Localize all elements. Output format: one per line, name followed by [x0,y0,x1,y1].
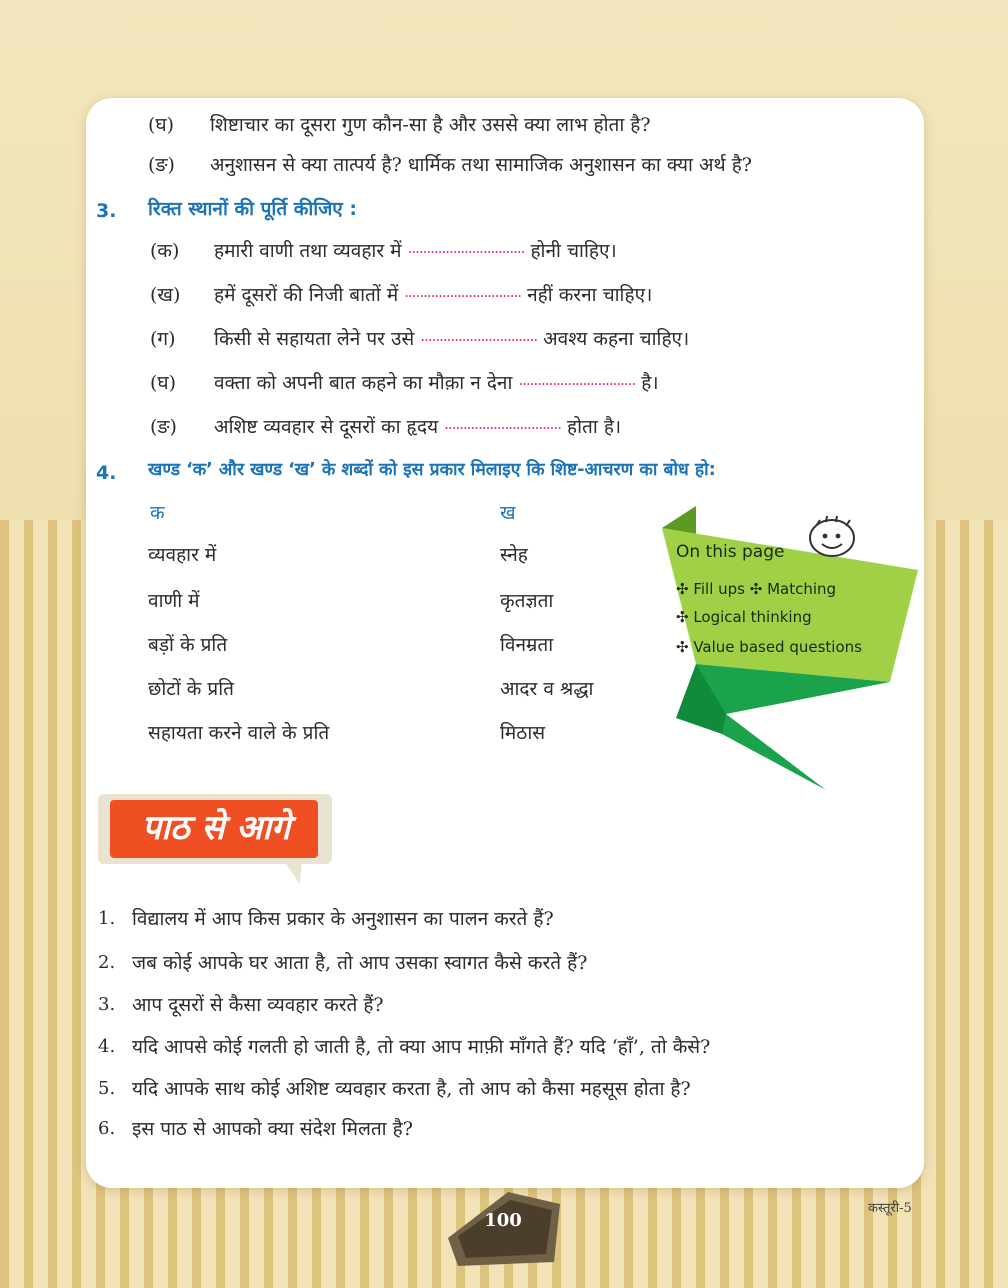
fill-item-label: (क) [150,240,180,262]
column-b-header: ख [500,502,516,524]
fill-item-label: (ग) [150,328,176,350]
fill-item-before: हमारी वाणी तथा व्यवहार में [214,240,402,262]
question-text: इस पाठ से आपको क्या संदेश मिलता है? [132,1118,413,1140]
question-text: यदि आपके साथ कोई अशिष्ट व्यवहार करता है, तो आप को कैसा महसूस होता है? [132,1078,691,1100]
fill-item-before: किसी से सहायता लेने पर उसे [214,328,415,350]
match-a-item[interactable]: व्यवहार में [148,544,217,566]
banner-title: पाठ से आगे [141,808,291,848]
fill-item-label: (ख) [150,284,181,306]
fill-item-before: वक्ता को अपनी बात कहने का मौक़ा न देना [214,372,513,394]
fill-item [150,372,659,395]
fill-item [150,416,621,439]
section3-heading: रिक्त स्थानों की पूर्ति कीजिए : [148,198,358,220]
question-number: 3. [98,994,116,1015]
fill-item-label: (ङ) [150,416,177,438]
section4-heading: खण्ड ‘क’ और खण्ड ‘ख’ के शब्दों को इस प्रकार मिलाइए कि शिष्ट-आचरण का बोध हो: [148,460,716,480]
fill-item-label: (घ) [150,372,177,394]
fill-blank[interactable]: ······························· [444,419,561,437]
fill-blank[interactable]: ······························· [404,287,522,305]
fill-item-after: नहीं करना चाहिए। [527,284,653,306]
question-number: 1. [98,908,116,929]
ribbon-line: ✣ Logical thinking [676,608,812,626]
match-b-item[interactable]: स्नेह [500,544,528,566]
fill-blank[interactable]: ······························· [518,375,636,393]
section3-number: 3. [96,200,117,222]
ribbon-line: ✣ Fill ups ✣ Matching [676,580,837,598]
fill-item-before: अशिष्ट व्यवहार से दूसरों का हृदय [214,416,439,438]
prev-question-label: (घ) [148,114,175,136]
question-number: 2. [98,952,116,973]
match-a-item[interactable]: बड़ों के प्रति [148,634,228,656]
question-text: यदि आपसे कोई गलती हो जाती है, तो क्या आप माफ़ी माँगते हैं? यदि ‘हाँ’, तो कैसे? [132,1036,711,1058]
match-a-item[interactable]: वाणी में [148,590,200,612]
column-a-header: क [150,502,165,524]
question-text: आप दूसरों से कैसा व्यवहार करते हैं? [132,994,384,1016]
question-text: विद्यालय में आप किस प्रकार के अनुशासन का पालन करते हैं? [132,908,554,930]
fill-item [150,284,652,307]
question-number: 5. [98,1078,116,1099]
prev-question-text: अनुशासन से क्या तात्पर्य है? धार्मिक तथा सामाजिक अनुशासन का क्या अर्थ है? [210,154,752,176]
fill-item-after: होनी चाहिए। [530,240,617,262]
match-a-item[interactable]: छोटों के प्रति [148,678,234,700]
prev-question-label: (ङ) [148,154,175,176]
question-number: 6. [98,1118,116,1139]
fill-item-after: अवश्य कहना चाहिए। [543,328,690,350]
ribbon-title: On this page [676,542,785,562]
prev-question-text: शिष्टाचार का दूसरा गुण कौन-सा है और उससे क्या लाभ होता है? [210,114,651,136]
ribbon-line: ✣ Value based questions [676,638,862,656]
match-b-item[interactable]: कृतज्ञता [500,590,554,612]
fill-item-before: हमें दूसरों की निजी बातों में [214,284,399,306]
fill-item-after: होता है। [567,416,622,438]
section4-number: 4. [96,462,117,484]
match-b-item[interactable]: मिठास [500,722,546,744]
page-number: 100 [484,1210,522,1231]
question-number: 4. [98,1036,116,1057]
book-label: कस्तूरी-5 [868,1201,912,1216]
fill-blank[interactable]: ······························· [407,243,525,261]
fill-item-after: है। [641,372,659,394]
match-b-item[interactable]: विनम्रता [500,634,554,656]
question-text: जब कोई आपके घर आता है, तो आप उसका स्वागत कैसे करते हैं? [132,952,588,974]
match-a-item[interactable]: सहायता करने वाले के प्रति [148,722,330,744]
smiley-face-icon [806,516,860,560]
fill-item [150,328,689,351]
match-b-item[interactable]: आदर व श्रद्धा [500,678,594,700]
fill-item [150,240,617,263]
fill-blank[interactable]: ······························· [420,331,538,349]
